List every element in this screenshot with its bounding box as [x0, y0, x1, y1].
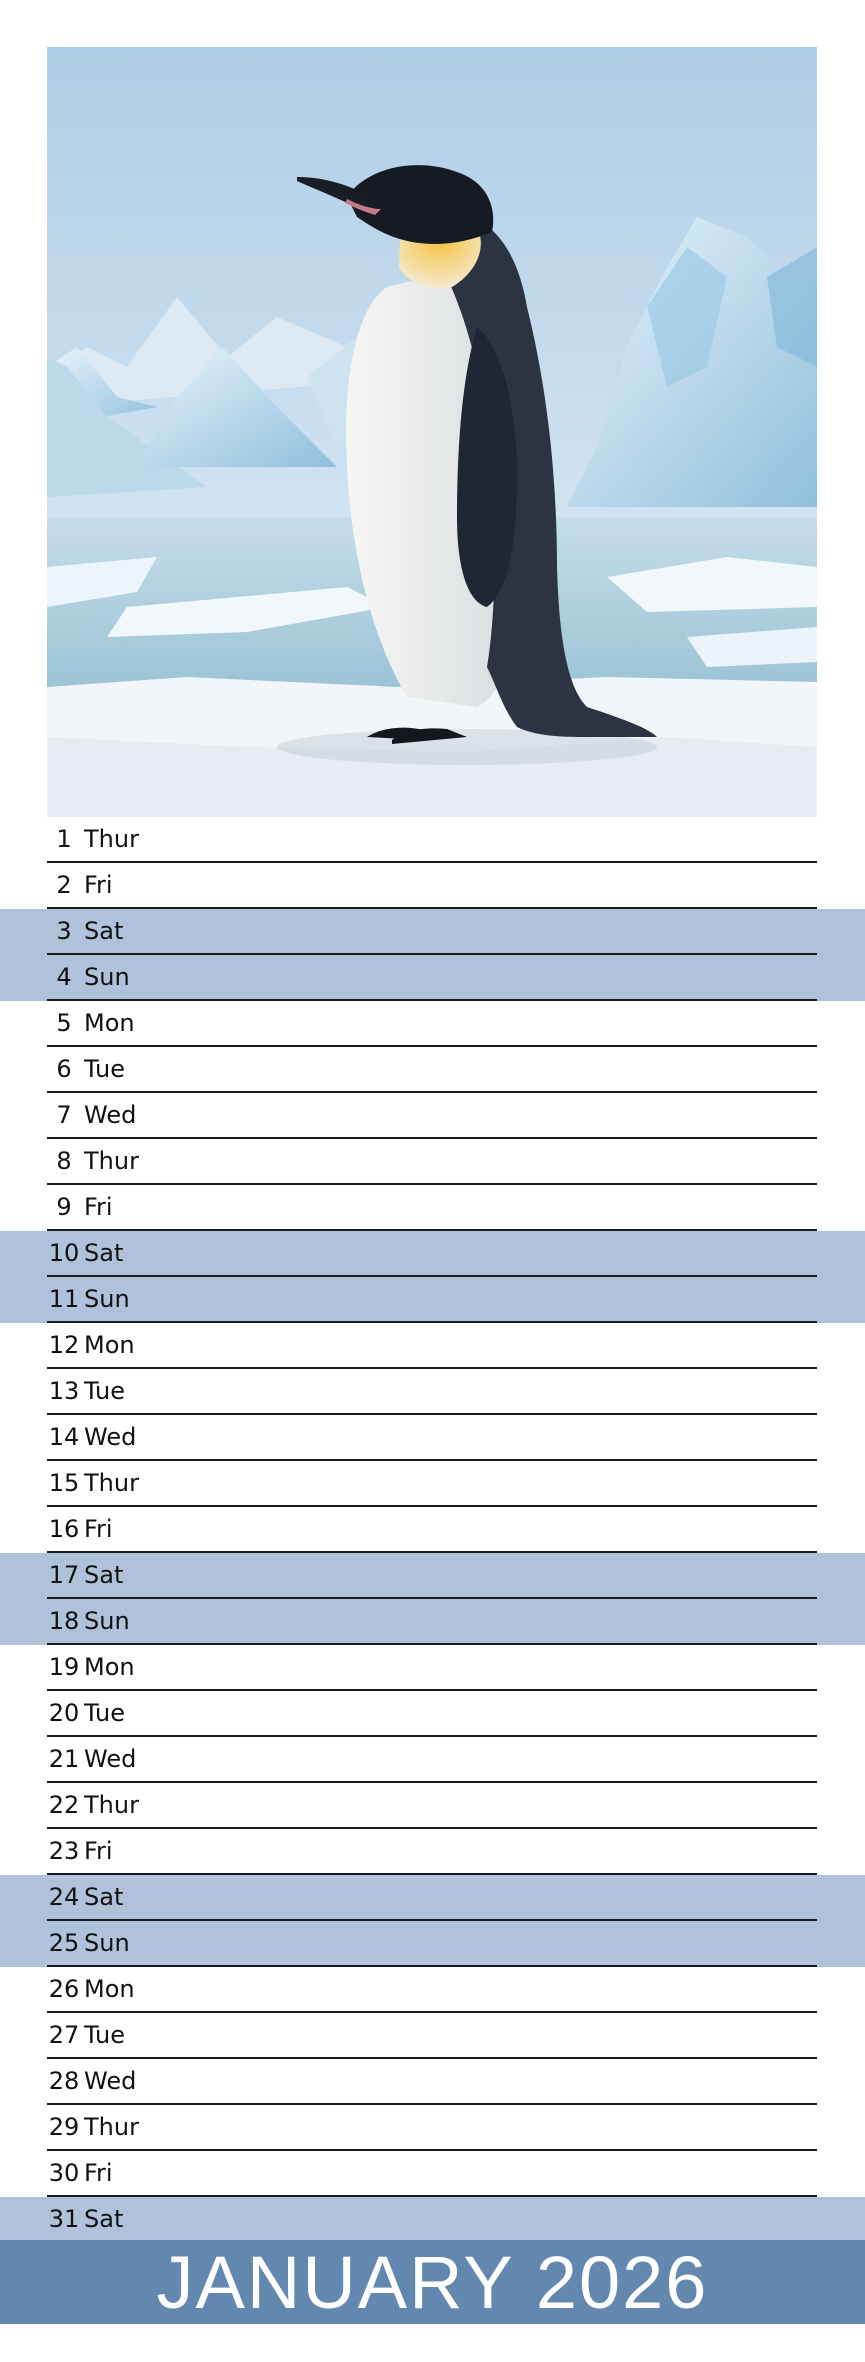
- day-number: 28: [48, 2067, 80, 2095]
- day-name: Mon: [84, 1009, 135, 1037]
- day-number: 13: [48, 1377, 80, 1405]
- day-row: [0, 1231, 865, 1277]
- day-name: Sun: [84, 1285, 130, 1313]
- penguin-photo: [47, 47, 817, 817]
- day-row: [0, 2105, 865, 2151]
- day-name: Mon: [84, 1653, 135, 1681]
- day-row: [0, 1139, 865, 1185]
- month-title: JANUARY 2026: [156, 2240, 709, 2324]
- day-name: Tue: [84, 2021, 125, 2049]
- day-name: Wed: [84, 1101, 137, 1129]
- day-row: [0, 1875, 865, 1921]
- day-name: Sat: [84, 1239, 124, 1267]
- day-name: Sun: [84, 1929, 130, 1957]
- day-number: 26: [48, 1975, 80, 2003]
- day-row: [0, 1001, 865, 1047]
- day-row: [0, 1369, 865, 1415]
- day-name: Mon: [84, 1331, 135, 1359]
- day-row: [0, 909, 865, 955]
- day-name: Thur: [84, 1469, 139, 1497]
- day-name: Tue: [84, 1055, 125, 1083]
- day-row: [0, 1921, 865, 1967]
- day-name: Fri: [84, 1515, 113, 1543]
- day-name: Thur: [84, 1791, 139, 1819]
- day-name: Fri: [84, 2159, 113, 2187]
- day-row: [0, 955, 865, 1001]
- day-number: 15: [48, 1469, 80, 1497]
- day-row: [0, 1415, 865, 1461]
- day-number: 6: [56, 1055, 72, 1083]
- day-row: [0, 1185, 865, 1231]
- day-row: [0, 1783, 865, 1829]
- day-number: 24: [48, 1883, 80, 1911]
- day-number: 7: [56, 1101, 72, 1129]
- day-row: [0, 2151, 865, 2197]
- day-row: [0, 2013, 865, 2059]
- day-number: 31: [48, 2205, 80, 2233]
- day-name: Thur: [84, 2113, 139, 2141]
- day-name: Sun: [84, 963, 130, 991]
- day-name: Thur: [84, 825, 139, 853]
- day-row: [0, 1093, 865, 1139]
- day-number: 23: [48, 1837, 80, 1865]
- day-number: 3: [56, 917, 72, 945]
- penguin-illustration: [47, 47, 817, 817]
- day-name: Sat: [84, 1561, 124, 1589]
- day-name: Tue: [84, 1699, 125, 1727]
- day-number: 17: [48, 1561, 80, 1589]
- day-list: [0, 817, 865, 2243]
- day-number: 1: [56, 825, 72, 853]
- day-name: Sat: [84, 917, 124, 945]
- day-row: [0, 1323, 865, 1369]
- day-number: 5: [56, 1009, 72, 1037]
- day-name: Tue: [84, 1377, 125, 1405]
- day-row: [0, 1553, 865, 1599]
- day-number: 29: [48, 2113, 80, 2141]
- day-row: [0, 1461, 865, 1507]
- day-row: [0, 1691, 865, 1737]
- day-row: [0, 1829, 865, 1875]
- day-number: 12: [48, 1331, 80, 1359]
- day-number: 14: [48, 1423, 80, 1451]
- day-number: 25: [48, 1929, 80, 1957]
- day-name: Thur: [84, 1147, 139, 1175]
- day-number: 16: [48, 1515, 80, 1543]
- day-number: 22: [48, 1791, 80, 1819]
- day-number: 10: [48, 1239, 80, 1267]
- day-number: 20: [48, 1699, 80, 1727]
- day-number: 2: [56, 871, 72, 899]
- day-row: [0, 1967, 865, 2013]
- day-row: [0, 1737, 865, 1783]
- day-name: Fri: [84, 1193, 113, 1221]
- day-name: Sun: [84, 1607, 130, 1635]
- day-row: [0, 1599, 865, 1645]
- day-number: 11: [48, 1285, 80, 1313]
- day-name: Sat: [84, 1883, 124, 1911]
- day-name: Fri: [84, 1837, 113, 1865]
- day-row: [0, 2197, 865, 2243]
- day-number: 9: [56, 1193, 72, 1221]
- day-row: [0, 817, 865, 863]
- day-row: [0, 2059, 865, 2105]
- day-number: 21: [48, 1745, 80, 1773]
- day-number: 4: [56, 963, 72, 991]
- day-row: [0, 1507, 865, 1553]
- day-row: [0, 863, 865, 909]
- day-row: [0, 1645, 865, 1691]
- day-row: [0, 1277, 865, 1323]
- day-number: 27: [48, 2021, 80, 2049]
- day-number: 30: [48, 2159, 80, 2187]
- day-name: Mon: [84, 1975, 135, 2003]
- day-name: Wed: [84, 1423, 137, 1451]
- day-name: Fri: [84, 871, 113, 899]
- day-name: Wed: [84, 1745, 137, 1773]
- day-number: 19: [48, 1653, 80, 1681]
- day-name: Wed: [84, 2067, 137, 2095]
- day-name: Sat: [84, 2205, 124, 2233]
- day-row: [0, 1047, 865, 1093]
- month-banner: [0, 2240, 865, 2324]
- day-number: 18: [48, 1607, 80, 1635]
- day-number: 8: [56, 1147, 72, 1175]
